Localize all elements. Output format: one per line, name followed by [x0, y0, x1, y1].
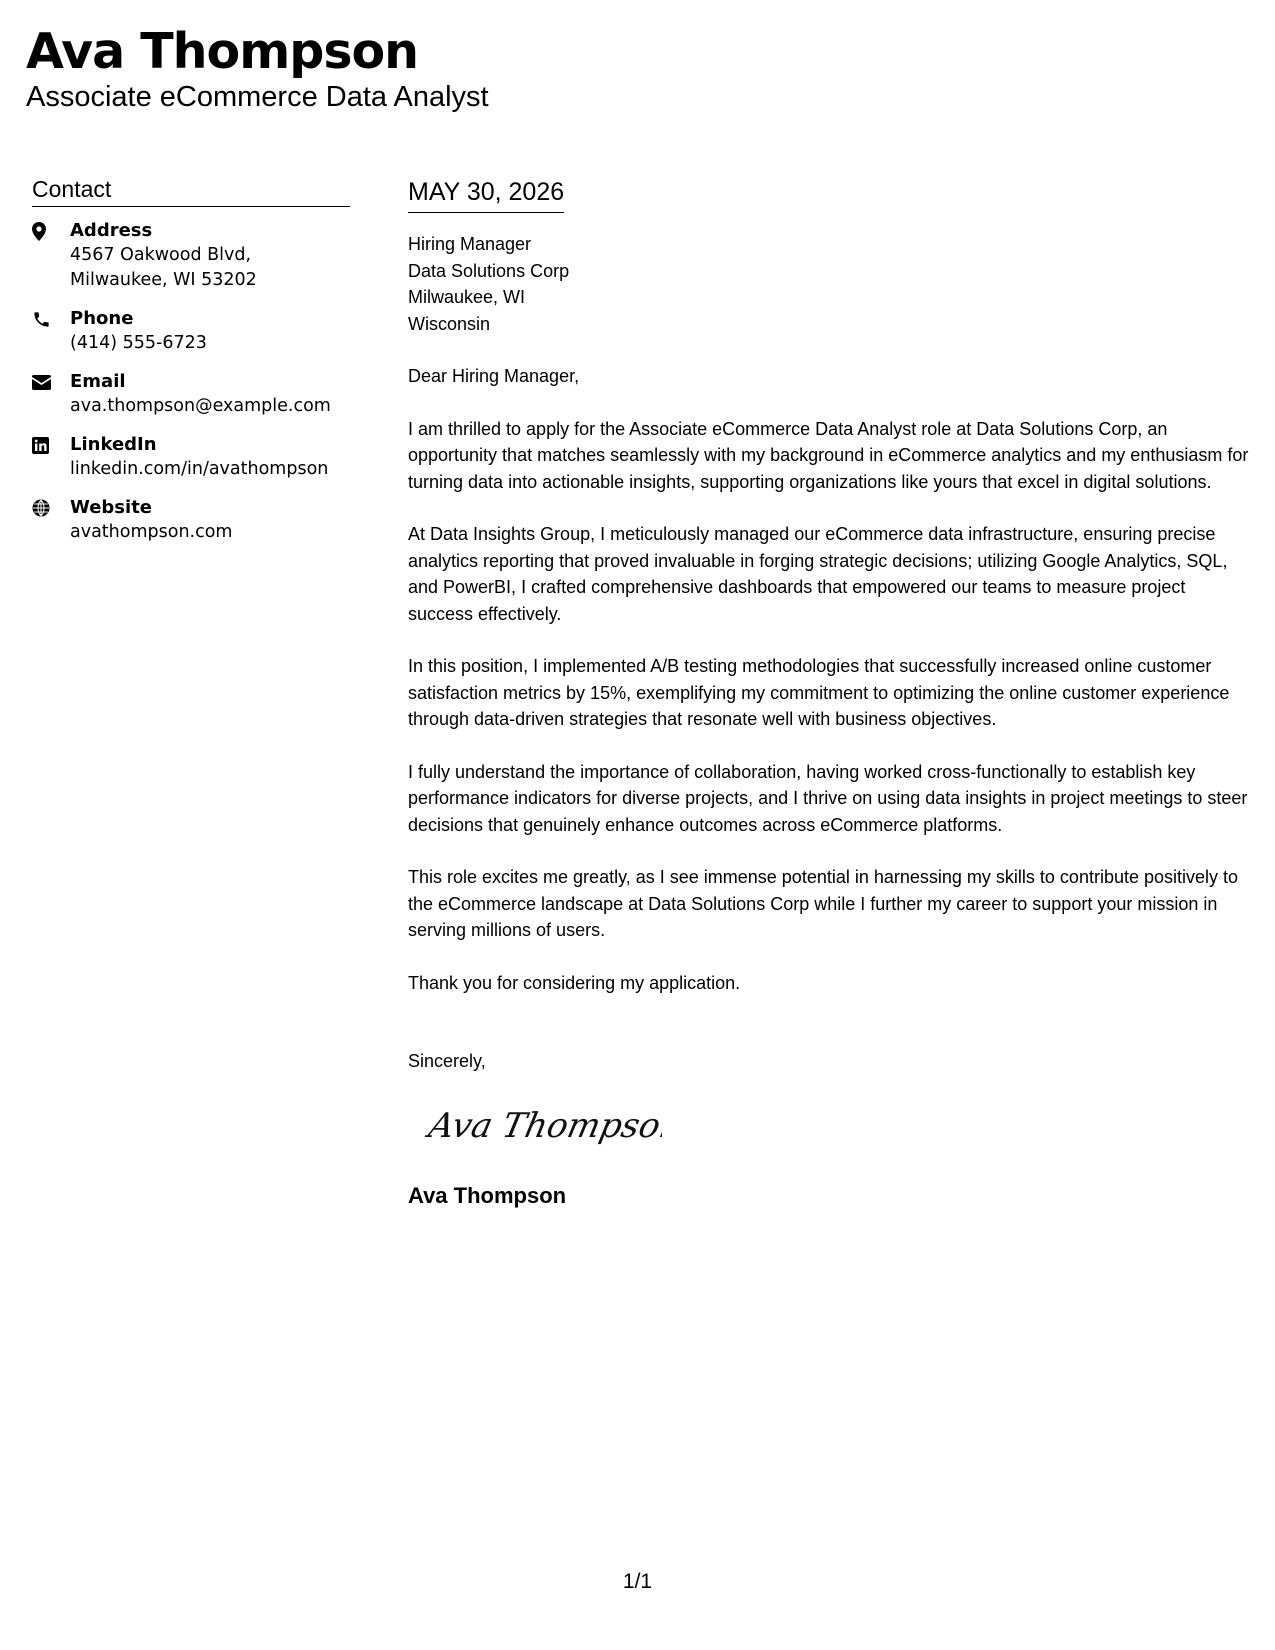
header — [26, 22, 489, 114]
contact-item-email — [32, 370, 350, 419]
contact-sidebar — [32, 174, 350, 559]
thank-you-paragraph: Thank you for considering my application. — [408, 972, 741, 993]
phone-value: (414) 555-6723 — [70, 333, 207, 353]
letter-body — [408, 176, 1253, 1210]
linkedin-value: linkedin.com/in/avathompson — [70, 459, 329, 479]
job-title: Associate eCommerce Data Analyst — [26, 81, 489, 113]
salutation: Dear Hiring Manager, — [408, 366, 580, 386]
contact-item-address — [32, 219, 350, 293]
address-value: 4567 Oakwood Blvd, Milwaukee, WI 53202 — [70, 245, 257, 290]
globe-icon — [32, 496, 70, 520]
email-value: ava.thompson@example.com — [70, 396, 331, 416]
address-label: Address — [70, 220, 153, 241]
signature-image — [422, 1095, 662, 1155]
website-value: avathompson.com — [70, 522, 233, 542]
envelope-icon — [32, 370, 70, 394]
phone-icon — [32, 307, 70, 331]
contact-heading: Contact — [32, 174, 350, 207]
recipient-line: Hiring Manager — [408, 234, 532, 254]
contact-item-website — [32, 496, 350, 545]
applicant-name: Ava Thompson — [26, 23, 419, 80]
body-paragraph: In this position, I implemented A/B testing methodologies that successfully increased online customer satisfaction metrics by 15%, exemplifying my commitment to optimizing the online customer experience through data-driven strategies that resonate well with business objectives. — [408, 656, 1230, 729]
svg-text:Ava Thompson: Ava Thompson — [425, 1105, 662, 1146]
website-label: Website — [70, 497, 153, 518]
page-number: 1/1 — [622, 1570, 653, 1593]
recipient-line: Milwaukee, WI — [408, 287, 526, 307]
contact-item-linkedin — [32, 433, 350, 482]
recipient-block — [408, 231, 1253, 337]
body-paragraph: I am thrilled to apply for the Associate eCommerce Data Analyst role at Data Solutions Corp, an opportunity that matches seamlessly with my background in eCommerce analytics and my enthusiasm for turning data into actionable insights, supporting organizations like yours that excel in digital solutions. — [408, 418, 1249, 492]
body-paragraph: At Data Insights Group, I meticulously managed our eCommerce data infrastructure, ensuring precise analytics reporting that proved invaluable in forging strategic decisions; utilizing Google Analytics, SQL, and PowerBI, I crafted comprehensive dashboards that empowered our teams to measure project success effectively. — [408, 524, 1228, 624]
letter-date: MAY 30, 2026 — [408, 176, 564, 213]
linkedin-icon — [32, 433, 70, 457]
signer-name: Ava Thompson — [408, 1182, 567, 1208]
recipient-line: Wisconsin — [408, 313, 491, 334]
recipient-line: Data Solutions Corp — [408, 260, 570, 281]
closing: Sincerely, — [408, 1051, 486, 1071]
body-paragraph: This role excites me greatly, as I see immense potential in harnessing my skills to contribute positively to the eCommerce landscape at Data Solutions Corp while I further my career to support your mission in serving millions of users. — [408, 867, 1239, 940]
email-label: Email — [70, 371, 126, 392]
map-pin-icon — [32, 219, 70, 243]
contact-item-phone — [32, 307, 350, 356]
linkedin-label: LinkedIn — [70, 434, 157, 455]
body-paragraph: I fully understand the importance of collaboration, having worked cross-functionally to establish key performance indicators for diverse projects, and I thrive on using data insights in project meetings to steer decisions that genuinely enhance outcomes across eCommerce platforms. — [408, 761, 1248, 835]
phone-label: Phone — [70, 308, 134, 329]
